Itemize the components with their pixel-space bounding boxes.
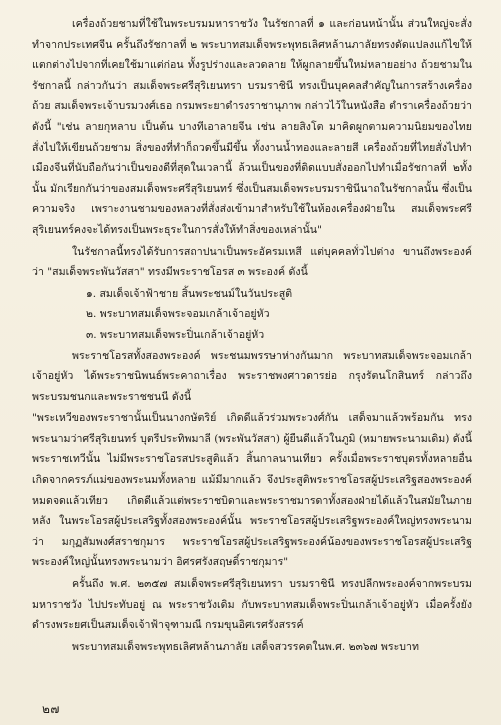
paragraph-5: พระบาทสมเด็จพระพุทธเลิศหล้านภาลัย เสด็จสวรรคตในพ.ศ. ๒๓๖๗ พระบาท	[72, 640, 419, 653]
body-text	[32, 14, 472, 658]
page-number: ๒๗	[42, 702, 60, 716]
list-item: ๓. พระบาทสมเด็จพระปิ่นเกล้าเจ้าอยู่หัว	[86, 328, 265, 341]
paragraph-1: เครื่องถ้วยชามที่ใช้ในพระบรมมหาราชวัง ในรัชกาลที่ ๑ และก่อนหน้านั้น ส่วนใหญ่จะสั่งทำจากประเทศจีน ครั้นถึงรัชกาลที่ ๒ พระบาทสมเด็จพระพุทธเลิศหล้านภาลัยทรงดัดแปลงแก้ไขให้แตกต่างไปจากที่เคยใช้มาแต่ก่อน ทั้งรูปร่างและลวดลาย ให้ผูกลายขึ้นใหม่หลายอย่าง ถ้วยชามในรัชกาลนี้ กล่าวกันว่า สมเด็จพระศรีสุริเยนทรา บรมราชินี ทรงเป็นบุคคลสำคัญในการสร้างเครื่องถ้วย สมเด็จพระเจ้าบรมวงศ์เธอ กรมพระยาดำรงราชานุภาพ กล่าวไว้ในหนังสือ ตำราเครื่องถ้วยว่าดังนี้ "เช่น ลายกุหลาบ เป็นต้น บางทีเอาลายจีน เช่น ลายสิงโต มาคิดผูกตามความนิยมของไทย สั่งไปให้เขียนถ้วยชาม สิ่งของที่ทำก็ถวดขึ้นมีขึ้น ทั้งงานน้ำทองและลายสี เครื่องถ้วยที่ไทยสั่งไปทำเมืองจีนที่นับถือกันว่าเป็นของดีที่สุดในเวลานี้ ล้วนเป็นของที่ติดแบบสั่งออกไปทำเมื่อรัชกาลที่ ๒ทั้งนั้น มักเรียกกันว่าของสมเด็จพระศรีสุริเยนทร์ ซึ่งเป็นสมเด็จพระบรมราชินีนาถในรัชกาลนั้น ซึ่งเป็นความจริง เพราะงานชามของหลวงที่สั่งส่งเข้ามาสำหรับใช้ในห้องเครื่องฝ่ายใน สมเด็จพระศรีสุริเยนทร์คงจะได้ทรงเป็นพระธุระในการสั่งให้ทำสิ่งของเหล่านั้น"	[32, 18, 472, 236]
list-item: ๒. พระบาทสมเด็จพระจอมเกล้าเจ้าอยู่หัว	[86, 308, 270, 321]
sons-list	[32, 284, 472, 346]
paragraph-3: พระราชโอรสทั้งสองพระองค์ พระชนมพรรษาห่างกันมาก พระบาทสมเด็จพระจอมเกล้าเจ้าอยู่หัว ได้พระราชนิพนธ์พระคาถาเรื่อง พระราชพงศาวดารย่อ กรุงรัตนโกสินทร์ กล่าวถึงพระบรมชนกและพระราชชนนี ดังนี้	[32, 349, 472, 403]
paragraph-2: ในรัชกาลนี้ทรงได้รับการสถาปนาเป็นพระอัครมเหสี แต่บุคคลทั่วไปต่าง ขานถึงพระองค์ว่า "สมเด็จพระพันวัสสา" ทรงมีพระราชโอรส ๓ พระองค์ ดังนี้	[32, 245, 472, 279]
paragraph-4: ครั้นถึง พ.ศ. ๒๓๕๗ สมเด็จพระศรีสุริเยนทรา บรมราชินี ทรงปลีกพระองค์จากพระบรมมหาราชวัง ไปประทับอยู่ ณ พระราชวังเดิม กับพระบาทสมเด็จพระปิ่นเกล้าเจ้าอยู่หัว เมื่อครั้งยังดำรงพระยศเป็นสมเด็จเจ้าฟ้าจุฑามณี กรมขุนอิศเรศรังสรรค์	[32, 578, 472, 632]
quoted-passage: "พระเหวีของพระราชานั้นเป็นนางกษัตริย์ เกิดดีแล้วร่วมพระวงศ์กัน เสด็จมาแล้วพร้อมกัน ทรงพระนามว่าศรีสุริเยนทร์ บุตรีประทิพมาลี (พระพันวัสสา) ผู้ยืนดีแล้วในภูมิ (หมายพระนามเดิม) ดังนี้ พระราชเทวีนั้น ไม่มีพระราชโอรสประสูติแล้ว สิ้นกาลนานเทียว ครั้งเมื่อพระราชบุตรทั้งหลายอื่นเกิดจากครรภ์แม่ของพระนมทั้งหลาย แม้มีมากแล้ว จึงประสูติพระราชโอรสผู้ประเสริฐสองพระองค์หมดจดแล้วเทียว เกิดดีแล้วแต่พระราชบิดาและพระราชมารดาทั้งสองฝ่ายได้แล้วในสมัยในภายหลัง ในพระโอรสผู้ประเสริฐทั้งสองพระองค์นั้น พระราชโอรสผู้ประเสริฐพระองค์ใหญ่ทรงพระนามว่า มกุฏสัมพงศ์สราชกุมาร พระราชโอรสผู้ประเสริฐพระองค์น้องของพระราชโอรสผู้ประเสริฐพระองค์ใหญ่นั้นทรงพระนามว่า อิศรศรังสฤษดิ์ราชกุมาร"	[32, 412, 472, 569]
list-item: ๑. สมเด็จเจ้าฟ้าชาย สิ้นพระชนม์ในวันประสูติ	[86, 287, 293, 300]
